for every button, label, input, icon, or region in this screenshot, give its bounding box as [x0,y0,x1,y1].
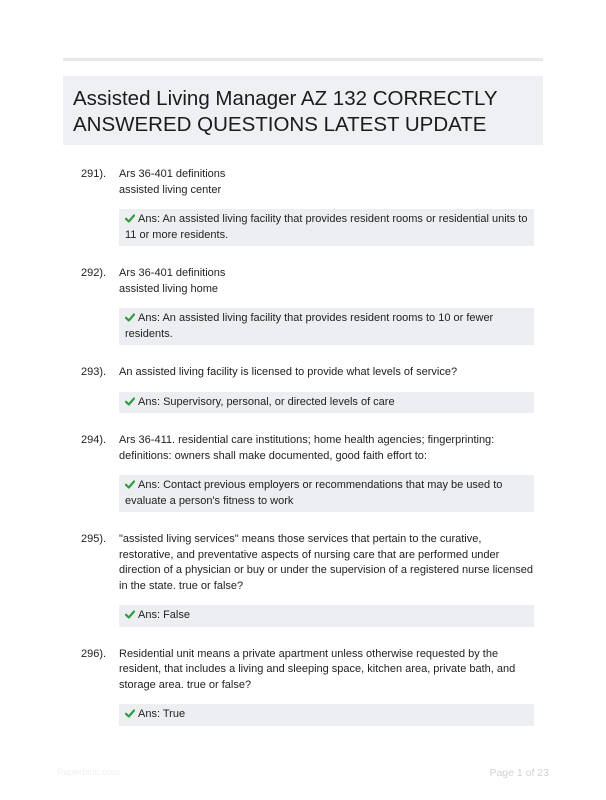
answer-box [119,308,534,345]
question-number: 291). [81,168,107,180]
question-item [81,532,536,627]
question-text: An assisted living facility is licensed to provide what levels of service? [119,366,458,378]
question-text: "assisted living services" means those services that pertain to the curative, restorative, and preventative aspects of nursing care that are performed under direction of a physician or buy or under the supervision of a registered nurse licensed in the state. true or false? [119,533,533,592]
answer-text: Ans: Supervisory, personal, or directed levels of care [138,395,395,408]
footer-watermark: Paperbitic.com [57,767,120,778]
question-text: Ars 36-401 definitions assisted living center [119,168,226,196]
question-item [81,365,536,413]
question-number: 293). [81,366,107,378]
answer-box [119,605,534,627]
check-icon [125,480,135,489]
answer-text: Ans: An assisted living facility that provides resident rooms or residential units to 11 or more residents. [125,213,528,241]
answer-box [119,704,534,726]
title-banner [63,76,543,145]
question-text: Ars 36-411. residential care institutions; home health agencies; fingerprinting: definitions: owners shall make documented, good faith effort to: [119,434,495,462]
question-text: Ars 36-401 definitions assisted living home [119,267,226,295]
check-icon [125,313,135,322]
answer-text: Ans: Contact previous employers or recommendations that may be used to evaluate a person's fitness to work [125,479,503,507]
question-item [81,167,536,246]
answer-text: Ans: An assisted living facility that provides resident rooms to 10 or fewer residents. [125,312,494,340]
question-text: Residential unit means a private apartment unless otherwise requested by the resident, that includes a living and sleeping space, kitchen area, private bath, and storage area. true or false? [119,647,516,691]
question-item [81,266,536,345]
answer-text: Ans: True [138,708,186,720]
question-list [81,167,536,746]
question-item [81,647,536,726]
answer-box [119,475,534,512]
top-divider [63,58,543,61]
question-number: 292). [81,267,107,279]
question-number: 296). [81,647,107,660]
answer-box [119,392,534,414]
answer-text: Ans: False [138,609,190,621]
question-number: 294). [81,434,107,446]
check-icon [125,610,135,619]
document-title: Assisted Living Manager AZ 132 CORRECTLY ANSWERED QUESTIONS LATEST UPDATE [73,87,498,136]
question-number: 295). [81,533,107,545]
answer-box [119,209,534,246]
check-icon [125,214,135,223]
question-item [81,433,536,512]
check-icon [125,397,135,406]
check-icon [125,709,135,718]
page-indicator: Page 1 of 23 [489,767,549,779]
